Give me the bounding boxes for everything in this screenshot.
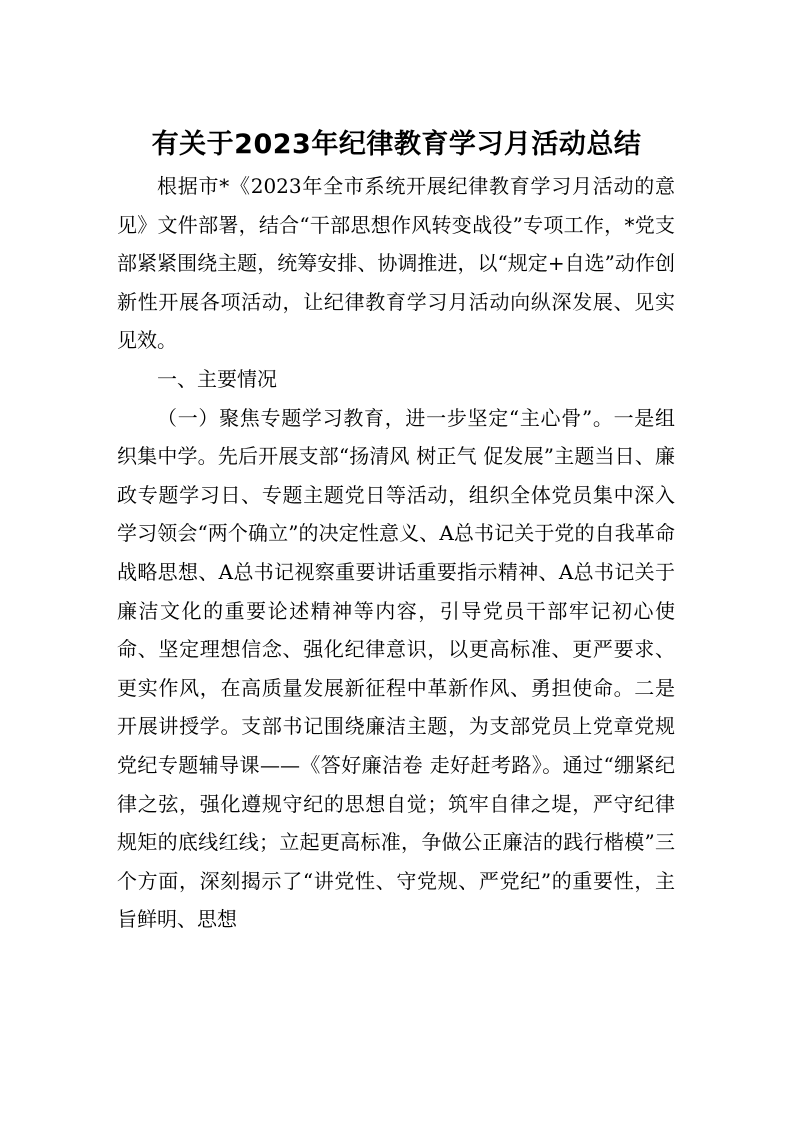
paragraph-section-1: （一）聚焦专题学习教育，进一步坚定“主心骨”。一是组织集中学。先后开展支部“扬清风 树正气 促发展”主题当日、廉政专题学习日、专题主题党日等活动，组织全体党员集中深入学习领会“两个确立”的决定性意义、A总书记关于党的自我革命战略思想、A总书记视察重要讲话重要指示精神、A总书记关于廉洁文化的重要论述精神等内容，引导党员干部牢记初心使命、坚定理想信念、强化纪律意识，以更高标准、更严要求、更实作风，在高质量发展新征程中革新作风、勇担使命。二是开展讲授学。支部书记围绕廉洁主题，为支部党员上党章党规党纪专题辅导课——《答好廉洁卷 走好赶考路》。通过“绷紧纪律之弦，强化遵规守纪的思想自觉；筑牢自律之堤，严守纪律规矩的底线红线；立起更高标准，争做公正廉洁的践行楷模”三个方面，深刻揭示了“讲党性、守党规、严党纪”的重要性，主旨鲜明、思想 xyxy=(117,405,675,932)
document-title: 有关于2023年纪律教育学习月活动总结 xyxy=(151,129,642,160)
paragraph-intro: 根据市*《2023年全市系统开展纪律教育学习月活动的意见》文件部署，结合“干部思想作风转变战役”专项工作，*党支部紧紧围绕主题，统筹安排、协调推进，以“规定+自选”动作创新性开展各项活动，让纪律教育学习月活动向纵深发展、见实见效。 xyxy=(117,174,675,353)
document-body xyxy=(117,167,675,939)
section-heading: 一、主要情况 xyxy=(157,366,277,391)
